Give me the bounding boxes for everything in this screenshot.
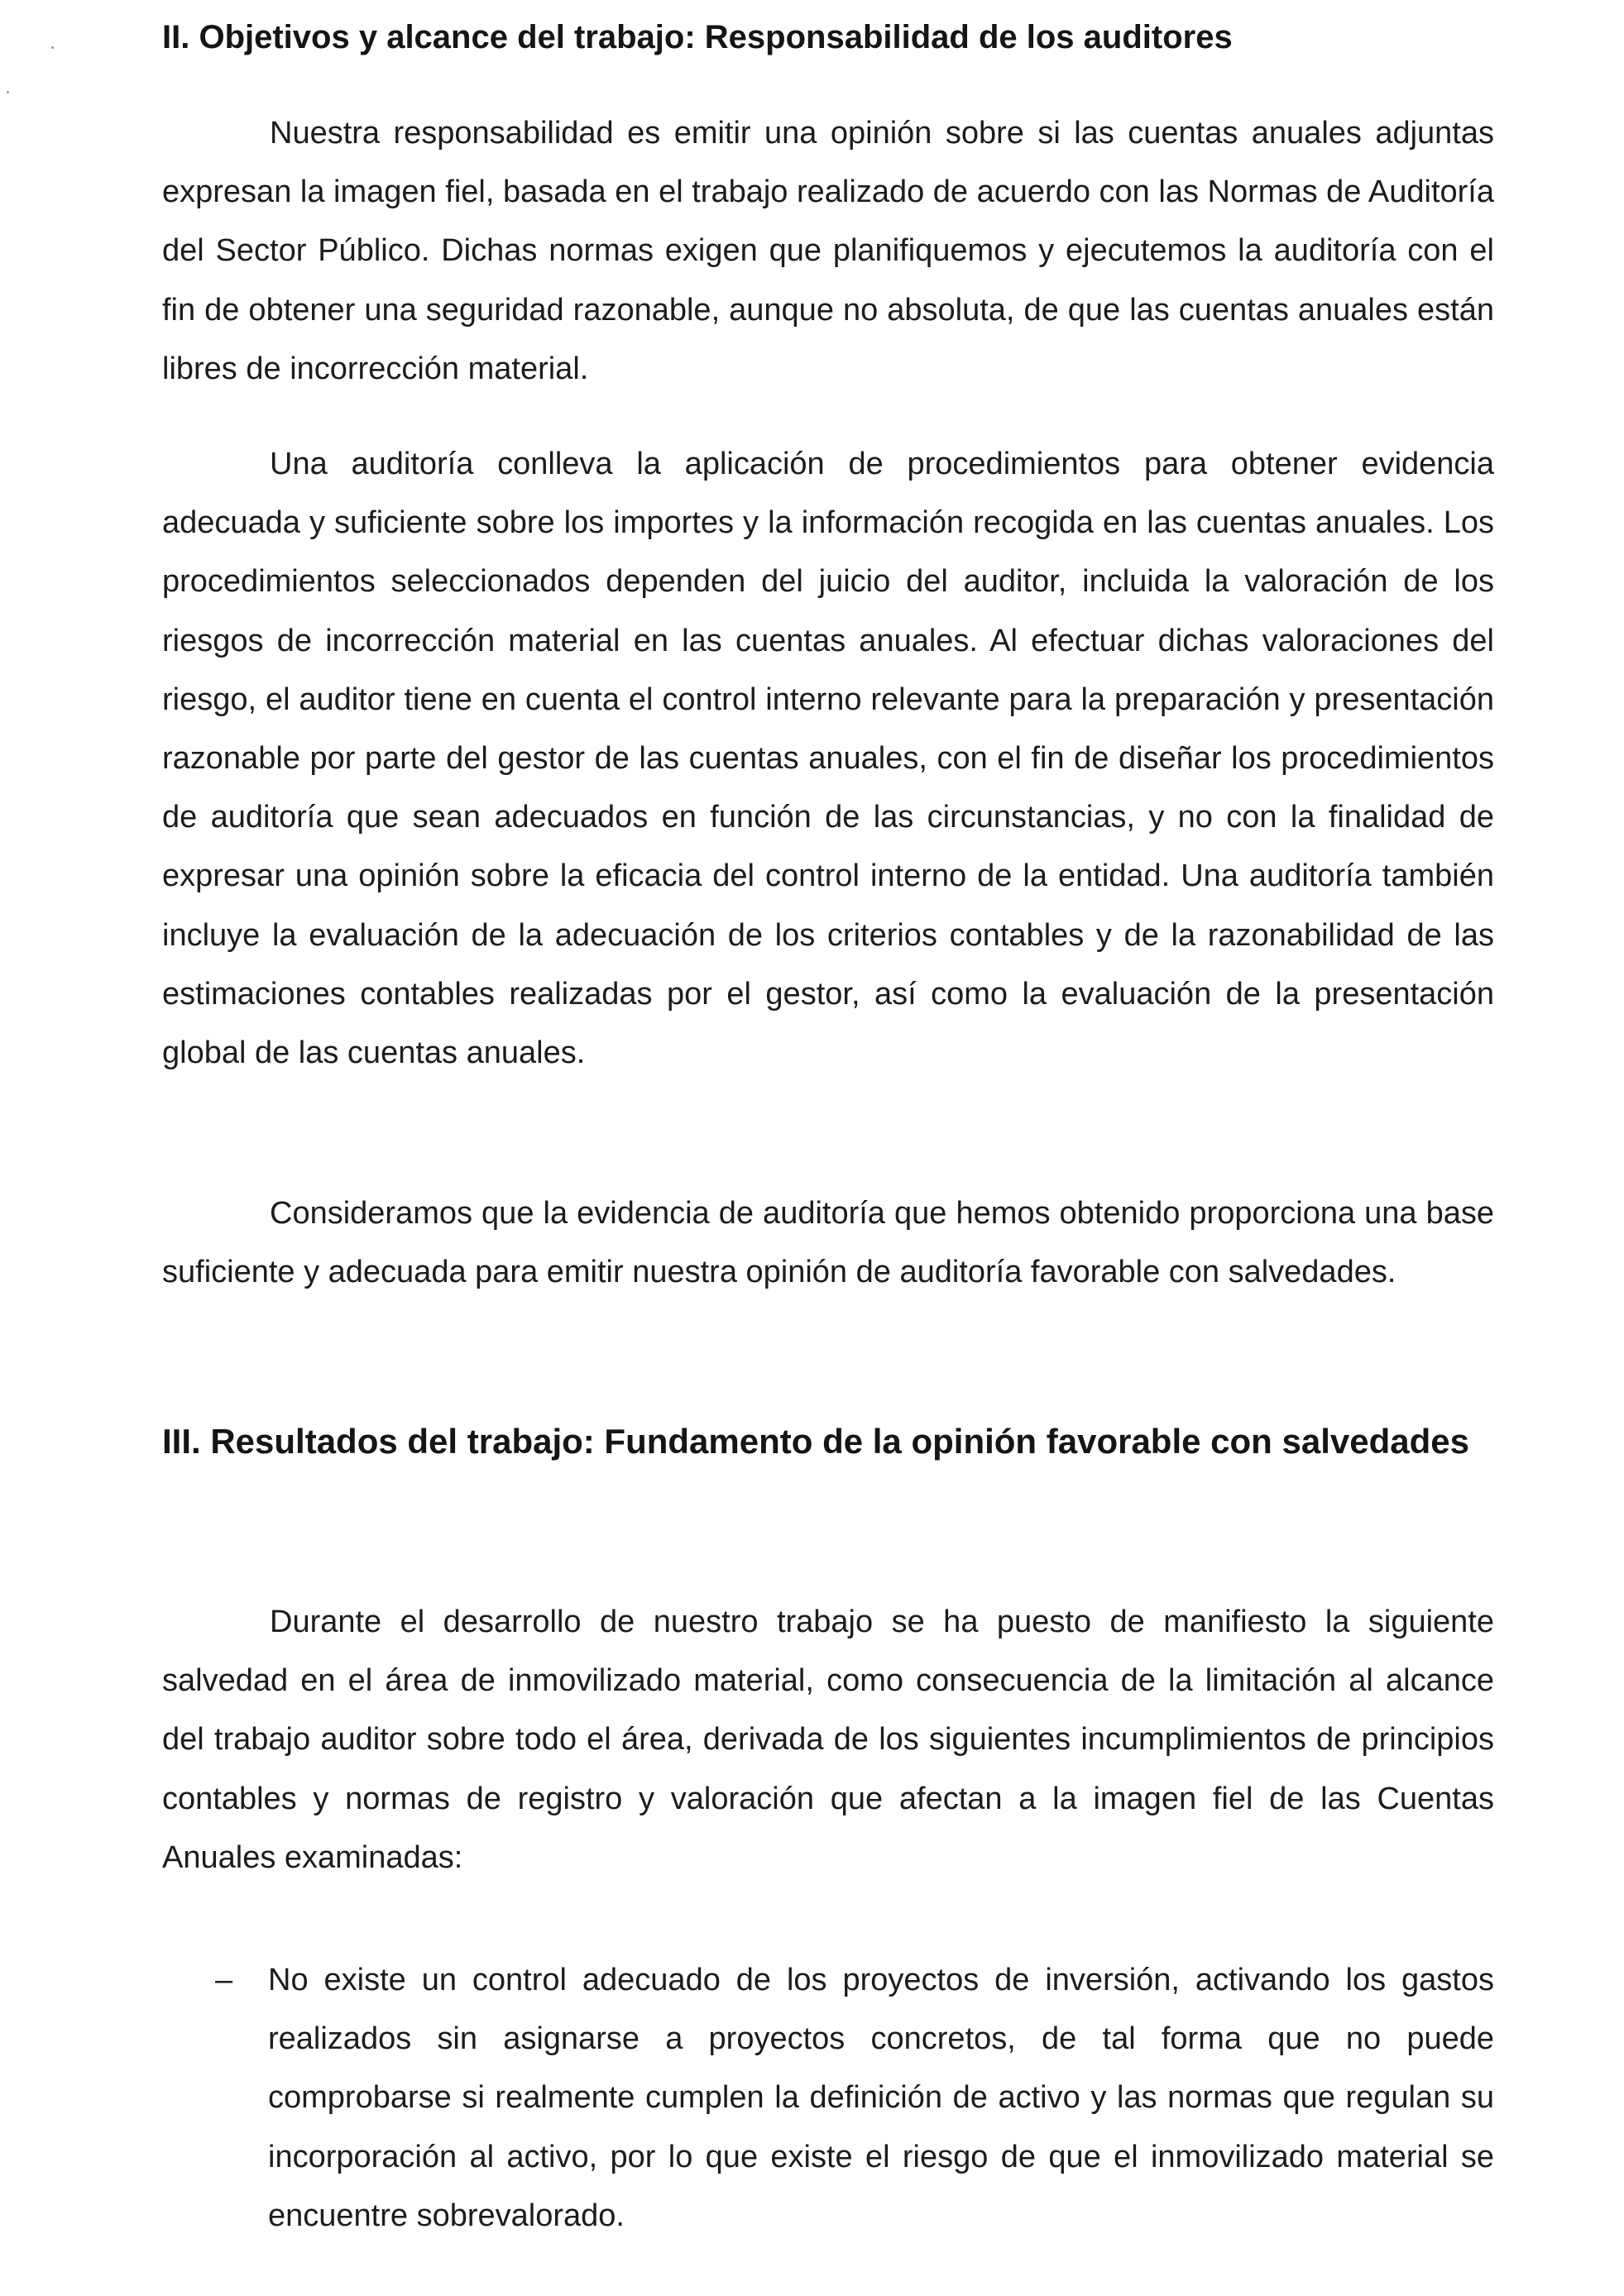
section-iii-heading: III. Resultados del trabajo: Fundamento de la opinión favorable con salvedades	[162, 1422, 1469, 1461]
paragraph-responsabilidad: Nuestra responsabilidad es emitir una opinión sobre si las cuentas anuales adjuntas expresan la imagen fiel, basada en el trabajo realizado de acuerdo con las Normas de Auditoría del Sector Público. Dichas normas exigen que planifiquemos y ejecutemos la auditoría con el fin de obtener una seguridad razonable, aunque no absoluta, de que las cuentas anuales están libres de incorrección material.	[162, 116, 1494, 386]
paragraph-salvedad: Durante el desarrollo de nuestro trabajo se ha puesto de manifiesto la siguiente salvedad en el área de inmovilizado material, como consecuencia de la limitación al alcance del trabajo auditor sobre todo el área, derivada de los siguientes incumplimientos de principios contables y normas de registro y valoración que afectan a la imagen fiel de las Cuentas Anuales examinadas:	[162, 1605, 1494, 1875]
section-ii-heading: II. Objetivos y alcance del trabajo: Responsabilidad de los auditores	[162, 19, 1233, 55]
bullet-dash: –	[215, 1963, 233, 1997]
scan-speck	[51, 46, 54, 49]
paragraph-evidencia: Consideramos que la evidencia de auditoría que hemos obtenido proporciona una base suficiente y adecuada para emitir nuestra opinión de auditoría favorable con salvedades.	[162, 1196, 1494, 1290]
scan-speck	[7, 91, 9, 93]
paragraph-procedimientos: Una auditoría conlleva la aplicación de procedimientos para obtener evidencia adecuada y suficiente sobre los importes y la información recogida en las cuentas anuales. Los procedimientos seleccionados dependen del juicio del auditor, incluida la valoración de los riesgos de incorrección material en las cuentas anuales. Al efectuar dichas valoraciones del riesgo, el auditor tiene en cuenta el control interno relevante para la preparación y presentación razonable por parte del gestor de las cuentas anuales, con el fin de diseñar los procedimientos de auditoría que sean adecuados en función de las circunstancias, y no con la finalidad de expresar una opinión sobre la eficacia del control interno de la entidad. Una auditoría también incluye la evaluación de la adecuación de los criterios contables y de la razonabilidad de las estimaciones contables realizadas por el gestor, así como la evaluación de la presentación global de las cuentas anuales.	[162, 447, 1494, 1071]
bullet-text: No existe un control adecuado de los proyectos de inversión, activando los gastos realizados sin asignarse a proyectos concretos, de tal forma que no puede comprobarse si realmente cumplen la definición de activo y las normas que regulan su incorporación al activo, por lo que existe el riesgo de que el inmovilizado material se encuentre sobrevalorado.	[268, 1963, 1494, 2233]
